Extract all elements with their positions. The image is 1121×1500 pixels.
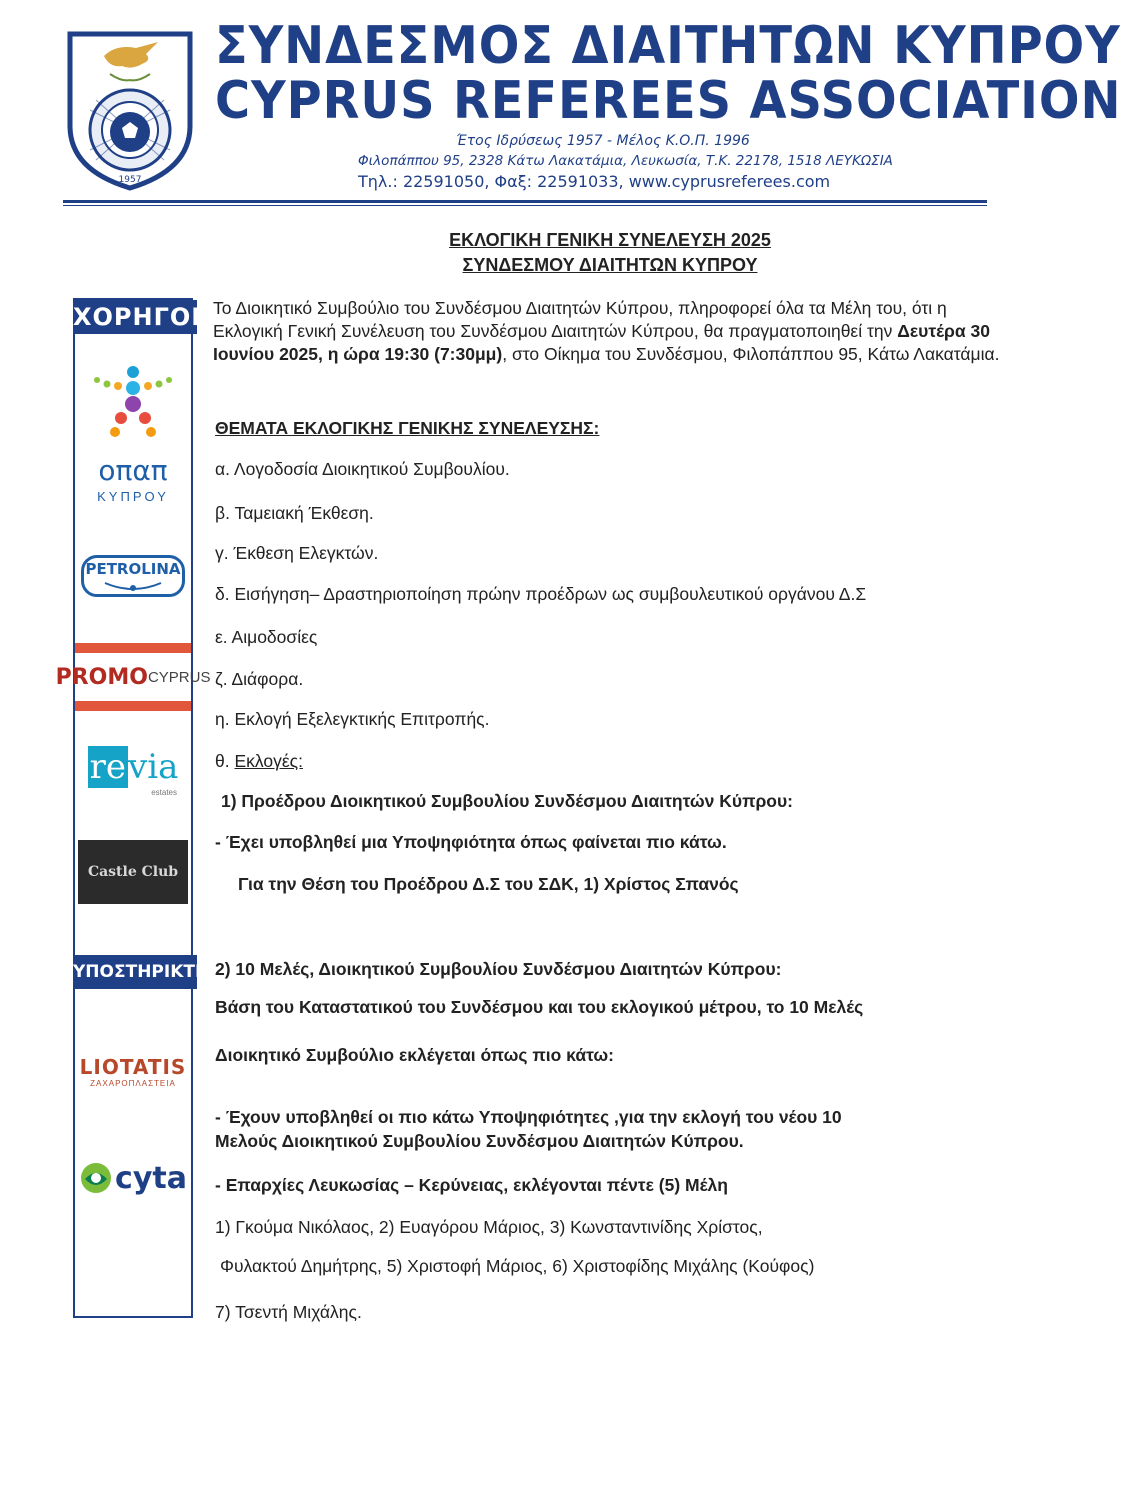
opap-wordmark: οπαπ [98, 454, 168, 487]
agenda-item-c: γ. Έκθεση Ελεγκτών. [215, 543, 379, 563]
castle-club-wordmark: Castle Club [87, 864, 179, 880]
supporters-heading: ΥΠΟΣΤΗΡΙΚΤΕΣ [73, 955, 197, 989]
document-title-line1: ΕΚΛΟΓΙΚΗ ΓΕΝΙΚΗ ΣΥΝΕΛΕΥΣΗ 2025 [449, 230, 771, 250]
board-election-heading: 2) 10 Μελές, Διοικητικού Συμβουλίου Συνδέσμου Διαιτητών Κύπρου: [215, 959, 782, 979]
opap-sub: ΚΥΠΡΟΥ [97, 489, 169, 504]
agenda-item-d: δ. Εισήγηση– Δραστηριοποίηση πρώην προέδρων ως συμβουλευτικού οργάνου Δ.Σ [215, 584, 867, 604]
agenda-heading: ΘΕΜΑΤΑ ΕΚΛΟΓΙΚΗΣ ΓΕΝΙΚΗΣ ΣΥΝΕΛΕΥΣΗΣ: [215, 418, 600, 438]
candidates-line2: Φυλακτού Δημήτρης, 5) Χριστοφή Μάριος, 6) Χριστοφίδης Μιχάλης (Κούφος) [220, 1256, 815, 1276]
cyta-wordmark: cyta [115, 1160, 187, 1196]
cyta-swirl-icon [79, 1161, 113, 1195]
header-rule-thin [63, 205, 987, 206]
revia-sub: estates [151, 788, 177, 797]
revia-logo: re via estates [75, 746, 191, 801]
intro-paragraph [213, 297, 1003, 366]
president-candidacy-note: - Έχει υποβληθεί μια Υποψηφιότητα όπως φαίνεται πιο κάτω. [215, 832, 727, 852]
header-rule [63, 200, 987, 203]
meeting-date-time: Δευτέρα 30 Ιουνίου 2025, η ώρα 19:30 (7:30μμ) [213, 321, 990, 364]
elections-label: Εκλογές: [234, 751, 303, 771]
promo-wordmark: PROMO [55, 664, 148, 690]
petrolina-wordmark: PETROLINA [85, 560, 181, 578]
agenda-item-b: β. Ταμειακή Έκθεση. [215, 503, 374, 523]
board-candidacies-line1: - Έχουν υποβληθεί οι πιο κάτω Υποψηφιότητες ,για την εκλογή του νέου 10 [215, 1107, 842, 1127]
association-name-greek: ΣΥΝΔΕΣΜΟΣ ΔΙΑΙΤΗΤΩΝ ΚΥΠΡΟΥ [215, 16, 1121, 76]
candidates-line3: 7) Τσεντή Μιχάλης. [215, 1302, 362, 1322]
petrolina-logo [75, 555, 191, 605]
association-crest [66, 30, 194, 190]
established-info: Έτος Ιδρύσεως 1957 - Μέλος Κ.Ο.Π. 1996 [456, 133, 750, 149]
promo-cyprus-wordmark: CYPRUS [147, 668, 211, 686]
document-title-line2: ΣΥΝΔΕΣΜΟΥ ΔΙΑΙΤΗΤΩΝ ΚΥΠΡΟΥ [462, 255, 758, 275]
sponsors-sidebar [55, 298, 219, 1318]
liotatis-wordmark: LIOTATIS [79, 1055, 187, 1079]
nicosia-kyrenia-seats: - Επαρχίες Λευκωσίας – Κερύνειας, εκλέγονται πέντε (5) Μέλη [215, 1175, 728, 1195]
elections-prefix: θ. [215, 751, 235, 771]
president-election-heading: 1) Προέδρου Διοικητικού Συμβουλίου Συνδέσμου Διαιτητών Κύπρου: [221, 791, 794, 811]
board-candidacies-line2: Μελούς Διοικητικού Συμβουλίου Συνδέσμου Διαιτητών Κύπρου. [215, 1131, 744, 1151]
candidates-line1: 1) Γκούμα Νικόλαος, 2) Ευαγόρου Μάριος, 3) Κωνσταντινίδης Χρίστος, [215, 1217, 763, 1237]
opap-logo [75, 362, 191, 512]
contact-info: Τηλ.: 22591050, Φαξ: 22591033, www.cyprusreferees.com [358, 172, 831, 191]
agenda-item-a: α. Λογοδοσία Διοικητικού Συμβουλίου. [215, 459, 510, 479]
liotatis-logo [75, 1055, 191, 1095]
intro-text-end: , στο Οίκημα του Συνδέσμου, Φιλοπάππου 95, Κάτω Λακατάμια. [502, 344, 1000, 364]
intro-text-start: Το Διοικητικό Συμβούλιο του Συνδέσμου Διαιτητών Κύπρου, πληροφορεί όλα τα Μέλη του, ότι η Εκλογική Γενική Συνέλευση του Συνδέσμου Διαιτητών Κύπρου, θα πραγματοποιηθεί την [213, 298, 947, 341]
liotatis-sub: ΖΑΧΑΡΟΠΛΑΣΤΕΙΑ [90, 1079, 176, 1088]
promo-cyprus-logo [55, 643, 211, 715]
board-election-rule-line2: Διοικητικό Συμβούλιο εκλέγεται όπως πιο κάτω: [215, 1045, 615, 1065]
agenda-item-f: ζ. Διάφορα. [215, 669, 304, 689]
sponsors-heading: ΧΟΡΗΓΟΙ [73, 300, 197, 334]
president-candidate: Για την Θέση του Προέδρου Δ.Σ του ΣΔΚ, 1) Χρίστος Σπανός [238, 874, 739, 894]
agenda-item-e: ε. Αιμοδοσίες [215, 627, 318, 647]
cyta-logo [75, 1158, 191, 1198]
agenda-item-elections [215, 751, 303, 772]
castle-club-logo [75, 840, 191, 906]
address: Φιλοπάππου 95, 2328 Κάτω Λακατάμια, Λευκωσία, Τ.Κ. 22178, 1518 ΛΕΥΚΩΣΙΑ [358, 153, 893, 169]
board-election-rule-line1: Βάση του Καταστατικού του Συνδέσμου και του εκλογικού μέτρου, το 10 Μελές [215, 997, 864, 1017]
svg-text:1957: 1957 [118, 175, 142, 185]
agenda-item-g: η. Εκλογή Εξελεγκτικής Επιτροπής. [215, 709, 490, 729]
association-name-english: CYPRUS REFEREES ASSOCIATION [215, 71, 1121, 131]
